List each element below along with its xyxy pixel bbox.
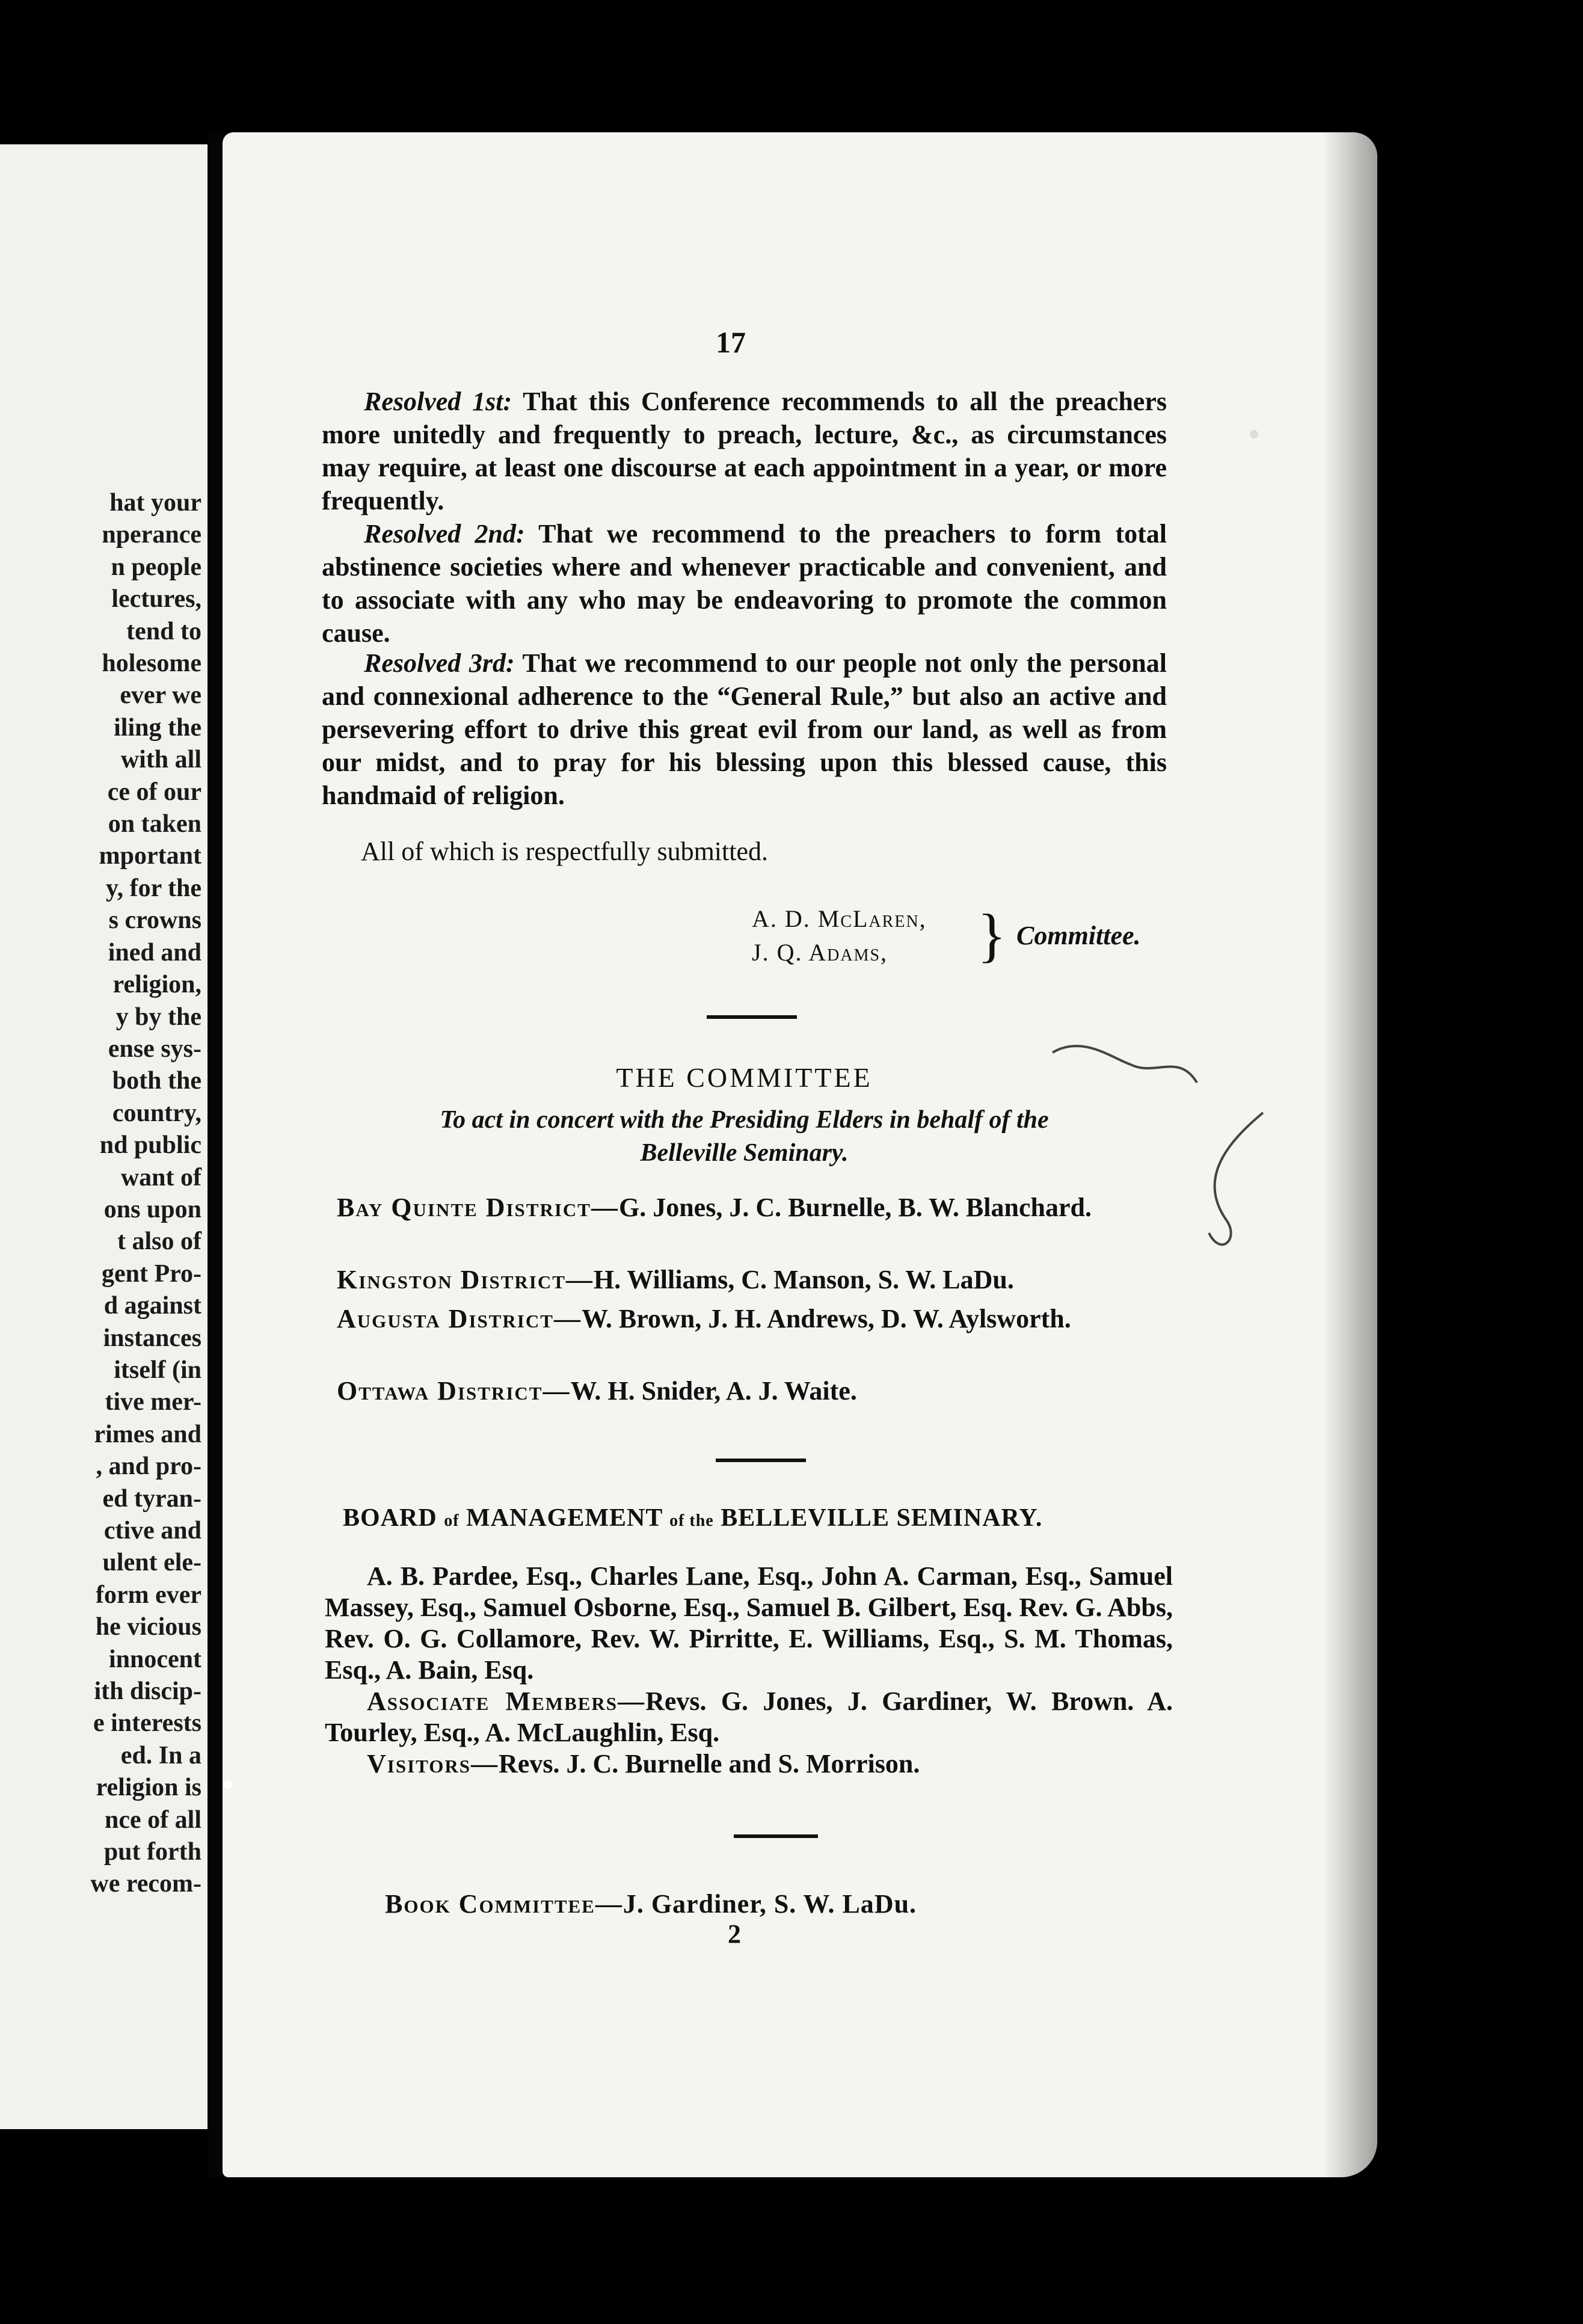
facing-page-line: itself (in (114, 1356, 201, 1384)
district-members: G. Jones, J. C. Burnelle, B. W. Blanchard. (618, 1193, 1092, 1222)
facing-page-line: he vicious (95, 1613, 201, 1641)
submitted-line: All of which is respectfully submitted. (361, 837, 768, 866)
signatory: A. D. McLaren, (752, 905, 927, 932)
facing-page-line: religion is (96, 1774, 201, 1802)
board-title-word: BOARD (343, 1504, 437, 1532)
facing-page-line: ense sys- (108, 1034, 201, 1063)
district-name: Bay Quinte District— (337, 1193, 619, 1222)
facing-page-line: ed tyran- (102, 1484, 201, 1513)
facing-page-line: innocent (108, 1645, 201, 1673)
resolution-text: That we recommend to our people not only the personal and connexional adherence to the “General Rule,” but also an active and persevering effort to drive this great evil from our land, as well as from our midst, and to pray for his blessing upon this blessed cause, this handmaid of religion. (322, 648, 1167, 810)
facing-page-line: y by the (115, 1003, 201, 1031)
speck (1250, 430, 1258, 438)
district-name: Augusta District— (337, 1304, 582, 1333)
resolution-3 (322, 647, 1167, 812)
facing-page-line: t also of (117, 1228, 201, 1256)
signature-mark: 2 (728, 1919, 741, 1949)
facing-page-line: holesome (102, 650, 201, 678)
book-committee-label: Book Committee— (385, 1889, 623, 1919)
facing-page-line: religion, (112, 971, 201, 999)
book-committee (385, 1889, 917, 1919)
facing-page-line: hat your (109, 489, 201, 517)
section-divider (716, 1459, 806, 1462)
resolution-text: That we recommend to the preachers to form total abstinence societies where and whenever practicable and convenient, and to associate with any who may be endeavoring to promote the common cause. (322, 519, 1167, 648)
board-title-word: of (444, 1511, 460, 1530)
board-title-word: MANAGEMENT (466, 1504, 663, 1532)
board-title-word: of the (669, 1511, 714, 1530)
resolution-label: Resolved 2nd: (364, 519, 525, 549)
district-entry (337, 1374, 1179, 1407)
associate-label: Associate Members— (367, 1686, 646, 1716)
facing-page-line: country, (112, 1099, 201, 1127)
resolution-label: Resolved 1st: (364, 387, 512, 416)
speck (224, 1780, 232, 1789)
facing-page-line: nce of all (105, 1806, 201, 1834)
facing-page-line: d against (103, 1292, 201, 1320)
facing-page-line: we recom- (90, 1870, 201, 1898)
facing-page-line: both the (112, 1067, 201, 1095)
facing-page-line: ith discip- (94, 1677, 201, 1706)
resolution-1 (322, 385, 1167, 517)
signatory: J. Q. Adams, (752, 939, 888, 966)
facing-page-line: s crowns (108, 906, 201, 935)
facing-page-line: gent Pro- (101, 1259, 201, 1288)
facing-page-line: ctive and (103, 1517, 201, 1545)
committee-subtitle: To act in concert with the Presiding Elders in behalf of the (440, 1106, 1049, 1134)
district-members: H. Williams, C. Manson, S. W. LaDu. (593, 1265, 1014, 1294)
facing-page-line: nd public (99, 1131, 201, 1160)
facing-page-line: rimes and (94, 1420, 201, 1448)
facing-page-line: form ever (95, 1581, 201, 1609)
facing-page-line: tend to (126, 617, 201, 645)
facing-page-text (90, 487, 201, 1901)
visitors-text: Revs. J. C. Burnelle and S. Morrison. (499, 1749, 920, 1778)
district-name: Ottawa District— (337, 1376, 571, 1406)
facing-page (0, 144, 207, 2129)
facing-page-line: nperance (102, 521, 201, 549)
district-members: W. Brown, J. H. Andrews, D. W. Aylsworth. (581, 1304, 1071, 1333)
section-divider (734, 1834, 818, 1838)
resolution-label: Resolved 3rd: (364, 648, 515, 678)
facing-page-line: put forth (103, 1838, 201, 1866)
board-title (343, 1504, 1185, 1532)
board-members (325, 1561, 1173, 1780)
facing-page-line: ined and (108, 938, 201, 967)
facing-page-line: ed. In a (120, 1741, 201, 1769)
facing-page-line: ulent ele- (102, 1549, 201, 1577)
facing-page-line: iling the (114, 713, 201, 742)
facing-page-line: lectures, (111, 585, 201, 613)
handwritten-scribble (1047, 1041, 1275, 1269)
committee-subtitle: Belleville Seminary. (640, 1139, 849, 1167)
committee-title: THE COMMITTEE (616, 1062, 873, 1093)
signatories (752, 902, 927, 970)
visitors-label: Visitors— (367, 1749, 499, 1778)
facing-page-line: want of (120, 1163, 201, 1191)
page-number: 17 (716, 325, 746, 359)
facing-page-line: e interests (93, 1709, 201, 1738)
district-name: Kingston District— (337, 1265, 594, 1294)
facing-page-line: instances (103, 1324, 201, 1352)
committee-label: Committee. (1016, 921, 1141, 950)
district-entry (337, 1302, 1179, 1335)
page-edge-shadow (1323, 132, 1377, 2177)
book-committee-text: J. Gardiner, S. W. LaDu. (622, 1889, 917, 1919)
facing-page-line: n people (111, 553, 201, 581)
facing-page-line: , and pro- (96, 1452, 201, 1481)
facing-page-line: with all (120, 746, 201, 774)
facing-page-line: tive mer- (105, 1388, 201, 1416)
facing-page-line: ons upon (103, 1195, 201, 1223)
board-member-list: A. B. Pardee, Esq., Charles Lane, Esq., John A. Carman, Esq., Samuel Massey, Esq., Samuel Osborne, Esq., Samuel B. Gilbert, Esq. Rev. G. Abbs, Rev. O. G. Collamore, Rev. W. Pirritte, E. Williams, Esq., S. M. Thomas, Esq., A. Bain, Esq. (325, 1561, 1173, 1685)
district-members: W. H. Snider, A. J. Waite. (570, 1376, 857, 1406)
facing-page-line: mportant (99, 842, 201, 870)
resolution-text: That this Conference recommends to all the preachers more unitedly and frequently to preach, lecture, &c., as circumstances may require, at least one discourse at each appointment in a year, or more frequently. (322, 387, 1167, 515)
facing-page-line: ce of our (107, 778, 201, 806)
brace-icon: } (977, 902, 1006, 968)
facing-page-line: ever we (120, 681, 201, 710)
facing-page-line: on taken (108, 810, 201, 838)
resolution-2 (322, 517, 1167, 650)
board-title-word: BELLEVILLE SEMINARY. (721, 1504, 1043, 1532)
section-divider (707, 1015, 797, 1019)
associate-text: Revs. G. Jones, J. Gardiner, W. Brown. A. Tourley, Esq., A. McLaughlin, Esq. (325, 1686, 1173, 1747)
facing-page-line: y, for the (105, 874, 201, 902)
page-gutter (207, 132, 223, 2177)
